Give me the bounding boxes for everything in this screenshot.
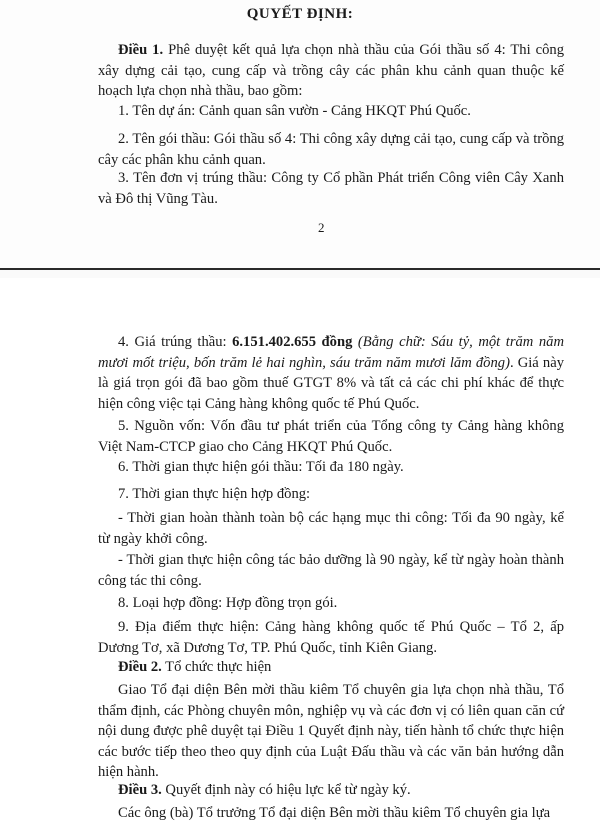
item-7-construction-duration: - Thời gian hoàn thành toàn bộ các hạng mục thi công: Tối đa 90 ngày, kể từ ngày khởi công. (98, 510, 564, 547)
article-2-text: Giao Tổ đại diện Bên mời thầu kiêm Tổ chuyên gia lựa chọn nhà thầu, Tổ thẩm định, các Phòng chuyên môn, nghiệp vụ và các đơn vị có liên quan căn cứ nội dung được phê duyệt tại Điều 1 Quyết định này, tiến hành tổ chức thực hiện các bước tiếp theo theo quy định của Luật Đấu thầu và các văn bản hướng dẫn hiện hành. (98, 682, 564, 780)
item-1-project-name: 1. Tên dự án: Cảnh quan sân vườn - Cảng HKQT Phú Quốc. (118, 103, 471, 119)
item-6-package-duration: 6. Thời gian thực hiện gói thầu: Tối đa 180 ngày. (118, 459, 404, 475)
item-2-package-name: 2. Tên gói thầu: Gói thầu số 4: Thi công xây dựng cải tạo, cung cấp và trồng cây các phân khu cảnh quan. (98, 131, 564, 168)
item-8-contract-type: 8. Loại hợp đồng: Hợp đồng trọn gói. (118, 595, 338, 611)
item-4-amount: 6.151.402.655 đồng (232, 334, 353, 350)
article-2-heading (98, 657, 564, 678)
article-2-label: Điều 2. (118, 659, 162, 675)
page-number: 2 (318, 220, 325, 235)
article-1-label: Điều 1. (118, 42, 164, 58)
item-7-maintenance-duration: - Thời gian thực hiện công tác bảo dưỡng là 90 ngày, kể từ ngày hoàn thành công tác thi công. (98, 552, 564, 589)
article-1-text: Phê duyệt kết quả lựa chọn nhà thầu của Gói thầu số 4: Thi công xây dựng cải tạo, cung cấp và trồng cây các phân khu cảnh quan thuộc kế hoạch lựa chọn nhà thầu, bao gồm: (98, 42, 565, 99)
item-4-amount-in-words: (Bằng chữ: Sáu tỷ, một trăm năm mươi mốt triệu, bốn trăm lẻ hai nghìn, sáu trăm năm mươi lăm đồng) (98, 334, 564, 371)
item-4-prefix: 4. Giá trúng thầu: (118, 334, 233, 350)
item-7-contract-duration: 7. Thời gian thực hiện hợp đồng: (118, 486, 311, 502)
item-4-winning-price (98, 332, 564, 414)
item-3-winning-contractor: 3. Tên đơn vị trúng thầu: Công ty Cổ phần Phát triển Công viên Cây Xanh và Đô thị Vũng Tàu. (98, 170, 564, 207)
article-3-text: Quyết định này có hiệu lực kể từ ngày ký. (161, 782, 411, 798)
item-4-rest: . Giá này là giá trọn gói đã bao gồm thuế GTGT 8% và tất cả các chi phí khác để thực hiện công việc tại Cảng hàng không quốc tế Phú Quốc. (98, 354, 564, 412)
closing-line: Các ông (bà) Tổ trưởng Tổ đại diện Bên mời thầu kiêm Tổ chuyên gia lựa (118, 805, 551, 821)
article-2-title: Tổ chức thực hiện (161, 659, 272, 675)
article-3-label: Điều 3. (118, 782, 162, 798)
article-1-paragraph (98, 40, 564, 102)
document-page-top (0, 0, 600, 268)
item-5-funding-source: 5. Nguồn vốn: Vốn đầu tư phát triển của Tổng công ty Cảng hàng không Việt Nam-CTCP giao cho Cảng HKQT Phú Quốc. (98, 418, 564, 455)
article-3-paragraph (98, 780, 564, 801)
decision-title: QUYẾT ĐỊNH: (246, 6, 354, 22)
item-9-location: 9. Địa điểm thực hiện: Cảng hàng không quốc tế Phú Quốc – Tổ 2, ấp Dương Tơ, xã Dương Tơ, TP. Phú Quốc, tỉnh Kiên Giang. (98, 619, 564, 656)
